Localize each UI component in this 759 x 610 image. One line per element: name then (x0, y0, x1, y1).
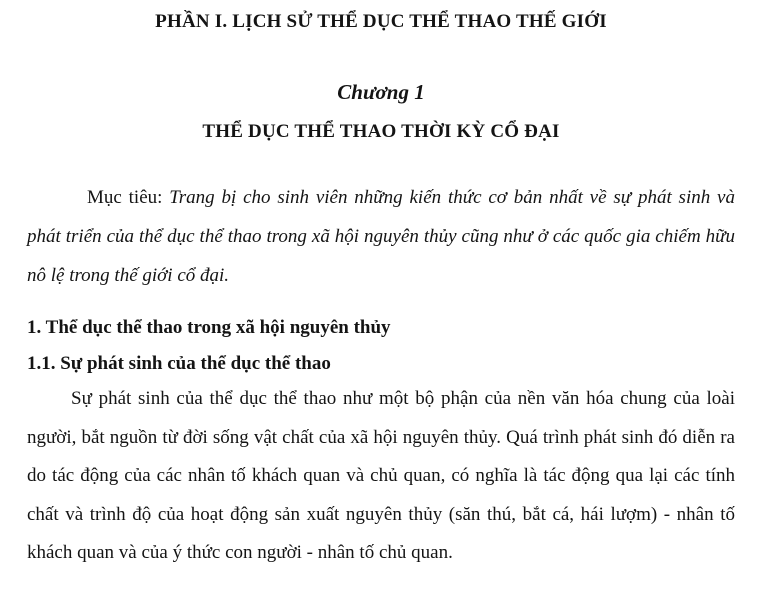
objective-label: Mục tiêu: (87, 187, 170, 208)
chapter-title: THỂ DỤC THỂ THAO THỜI KỲ CỔ ĐẠI (202, 121, 560, 142)
section-heading-1: 1. Thể dục thể thao trong xã hội nguyên thủy (27, 317, 391, 338)
part-title: PHẦN I. LỊCH SỬ THỂ DỤC THỂ THAO THẾ GIỚI (155, 11, 607, 32)
objective-text: Trang bị cho sinh viên những kiến thức cơ bản nhất về sự phát sinh và phát triển của thể dục thể thao trong xã hội nguyên thủy cũng như ở các quốc gia chiếm hữu nô lệ trong thế giới cổ đại. (27, 187, 735, 286)
section-heading-1-1: 1.1. Sự phát sinh của thể dục thể thao (27, 353, 331, 374)
body-paragraph: Sự phát sinh của thể dục thể thao như một bộ phận của nền văn hóa chung của loài người, bắt nguồn từ đời sống vật chất của xã hội nguyên thủy. Quá trình phát sinh đó diễn ra do tác động của các nhân tố khách quan và chủ quan, có nghĩa là tác động qua lại các tính chất và trình độ của hoạt động sản xuất nguyên thủy (săn thú, bắt cá, hái lượm) - nhân tố khách quan và của ý thức con người - nhân tố chủ quan. (27, 388, 735, 563)
chapter-label: Chương 1 (337, 80, 425, 104)
objective-paragraph (27, 178, 735, 295)
